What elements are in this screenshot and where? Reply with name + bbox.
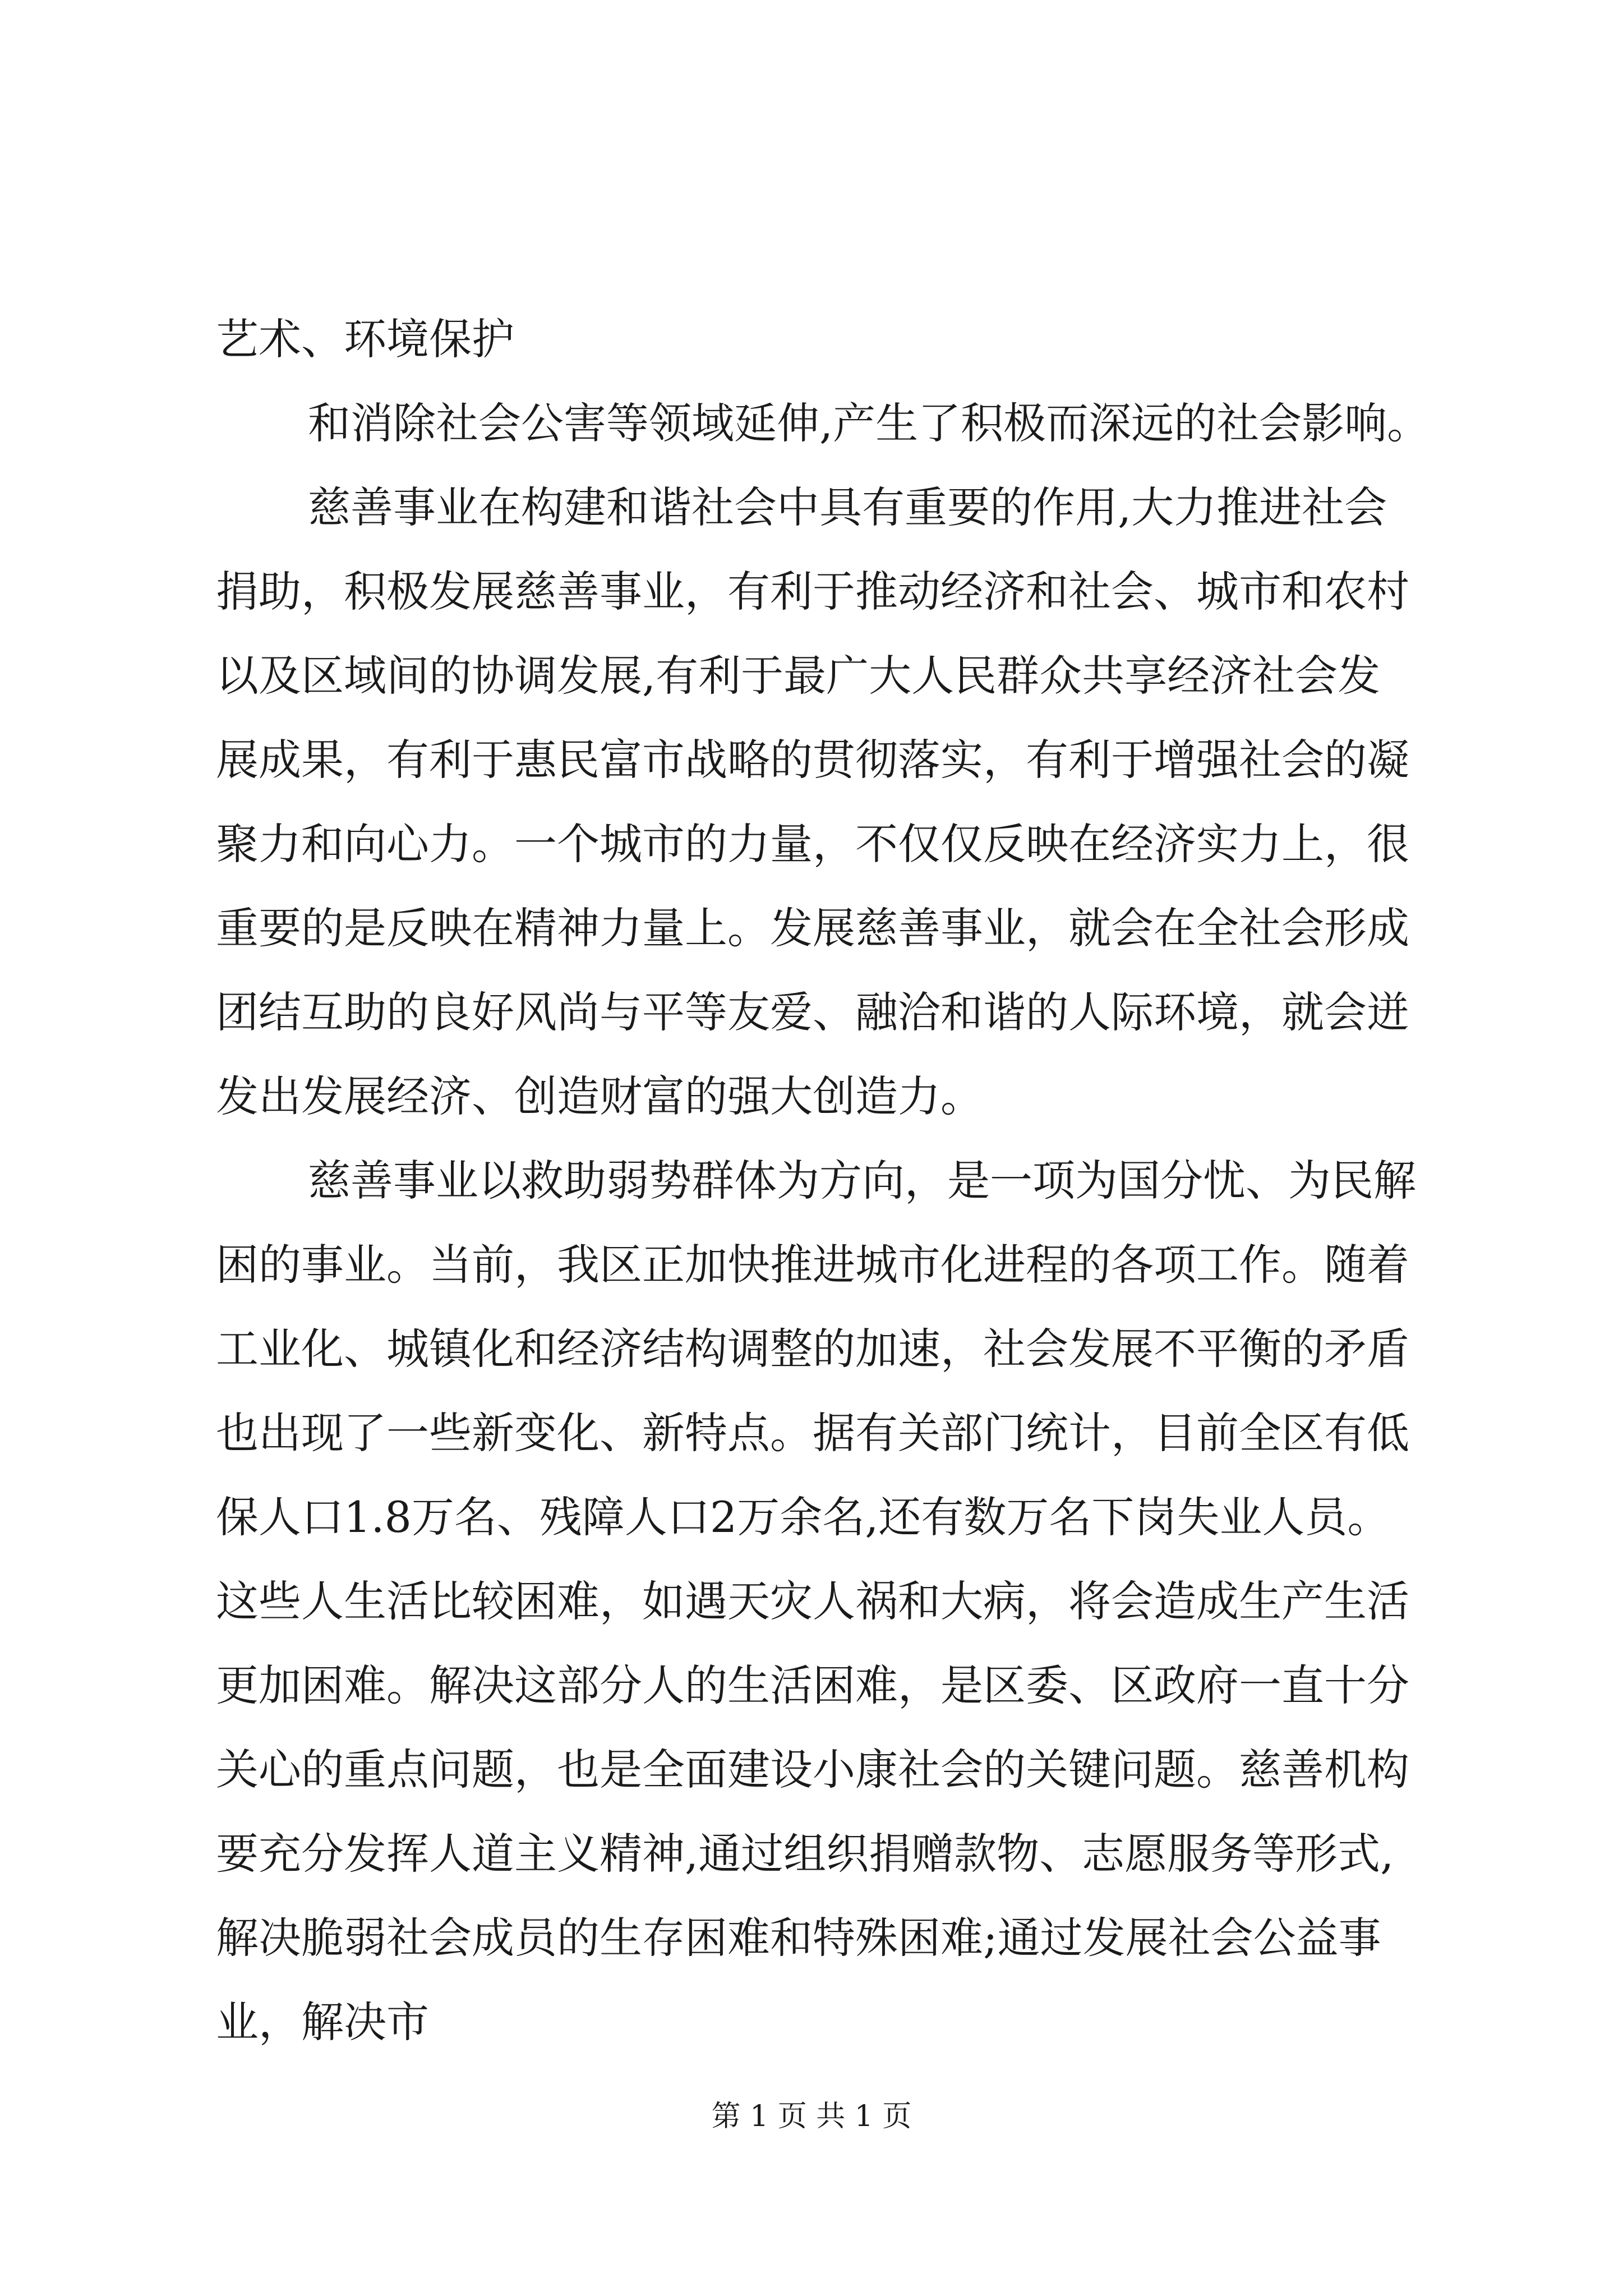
text-line: 业，解决市 [216, 1997, 429, 2047]
text-line: 困的事业。当前，我区正加快推进城市化进程的各项工作。随着 [216, 1240, 1409, 1290]
text-line: 发出发展经济、创造财富的强大创造力。 [216, 1071, 983, 1121]
text-line: 工业化、城镇化和经济结构调整的加速，社会发展不平衡的矛盾 [216, 1324, 1409, 1374]
text-line: 以及区域间的协调发展,有利于最广大人民群众共享经济社会发 [216, 651, 1381, 701]
text-line: 关心的重点问题，也是全面建设小康社会的关键问题。慈善机构 [216, 1745, 1409, 1795]
paragraph-first-line: 慈善事业在构建和谐社会中具有重要的作用,大力推进社会 [308, 482, 1387, 532]
text-line: 团结互助的良好风尚与平等友爱、融洽和谐的人际环境，就会迸 [216, 987, 1409, 1037]
text-line: 展成果，有利于惠民富市战略的贯彻落实，有利于增强社会的凝 [216, 735, 1409, 785]
text-line: 更加困难。解决这部分人的生活困难，是区委、区政府一直十分 [216, 1660, 1409, 1710]
text-line: 聚力和向心力。一个城市的力量，不仅仅反映在经济实力上，很 [216, 819, 1409, 869]
paragraph-first-line: 和消除社会公害等领域延伸,产生了积极而深远的社会影响。 [308, 398, 1430, 448]
page-footer: 第 1 页 共 1 页 [711, 2100, 912, 2133]
text-line: 艺术、环境保护 [216, 314, 514, 364]
text-line: 保人口1.8万名、残障人口2万余名,还有数万名下岗失业人员。 [216, 1492, 1390, 1542]
text-line: 重要的是反映在精神力量上。发展慈善事业，就会在全社会形成 [216, 903, 1409, 953]
paragraph-first-line: 慈善事业以救助弱势群体为方向，是一项为国分忧、为民解 [308, 1156, 1416, 1205]
text-line: 这些人生活比较困难，如遇天灾人祸和大病，将会造成生产生活 [216, 1576, 1409, 1626]
text-line: 要充分发挥人道主义精神,通过组织捐赠款物、志愿服务等形式, [216, 1829, 1394, 1879]
text-line: 解决脆弱社会成员的生存困难和特殊困难;通过发展社会公益事 [216, 1913, 1381, 1963]
text-line: 捐助，积极发展慈善事业，有利于推动经济和社会、城市和农村 [216, 567, 1409, 616]
text-line: 也出现了一些新变化、新特点。据有关部门统计，目前全区有低 [216, 1408, 1409, 1458]
